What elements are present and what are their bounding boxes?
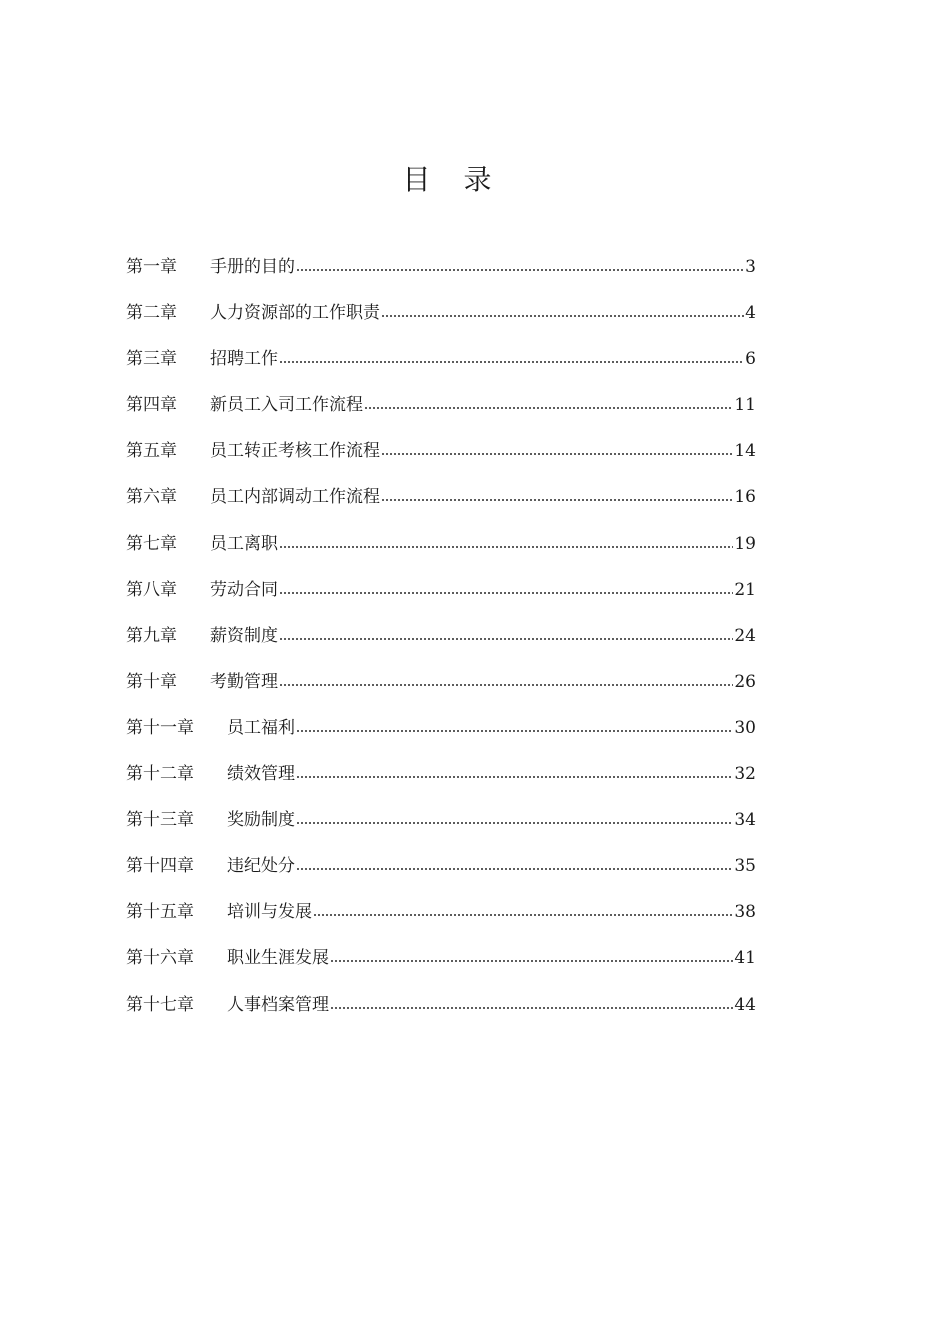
dot-leader — [296, 811, 733, 825]
page-number: 14 — [734, 441, 756, 462]
page-number: 35 — [734, 856, 756, 877]
chapter-number: 第一章 — [126, 257, 177, 277]
dot-leader — [364, 396, 733, 410]
chapter-title: 职业生涯发展 — [227, 948, 329, 969]
toc-entry[interactable] — [126, 298, 756, 344]
chapter-title: 人力资源部的工作职责 — [210, 303, 380, 324]
dot-leader — [296, 765, 733, 779]
chapter-title: 手册的目的 — [210, 257, 295, 277]
chapter-title: 员工转正考核工作流程 — [210, 441, 380, 462]
chapter-title: 人事档案管理 — [227, 994, 329, 1015]
toc-entry[interactable] — [126, 575, 756, 621]
chapter-number: 第九章 — [126, 625, 177, 646]
chapter-number: 第十六章 — [126, 948, 194, 969]
toc-entry[interactable] — [126, 482, 756, 528]
dot-leader — [381, 488, 733, 502]
chapter-title: 员工离职 — [210, 533, 278, 554]
page-number: 6 — [745, 349, 756, 370]
chapter-number: 第十七章 — [126, 994, 194, 1015]
chapter-title: 员工内部调动工作流程 — [210, 487, 380, 508]
chapter-number: 第四章 — [126, 395, 177, 416]
chapter-number: 第五章 — [126, 441, 177, 462]
chapter-title: 奖励制度 — [227, 810, 295, 831]
toc-entry[interactable] — [126, 990, 756, 1036]
toc-title: 目 录 — [402, 163, 504, 196]
dot-leader — [296, 258, 744, 272]
page-number: 21 — [734, 579, 756, 600]
page-number: 19 — [734, 533, 756, 554]
toc-entry[interactable] — [126, 436, 756, 482]
toc-entry[interactable] — [126, 252, 756, 298]
dot-leader — [381, 442, 733, 456]
page-number: 34 — [734, 810, 756, 831]
dot-leader — [313, 903, 733, 917]
chapter-number: 第十三章 — [126, 810, 194, 831]
dot-leader — [330, 996, 733, 1010]
dot-leader — [381, 304, 744, 318]
page-number: 24 — [734, 625, 756, 646]
chapter-number: 第十五章 — [126, 902, 194, 923]
chapter-number: 第十一章 — [126, 717, 194, 738]
page-number: 4 — [745, 303, 756, 324]
chapter-title: 培训与发展 — [227, 902, 312, 923]
page-number: 44 — [734, 994, 756, 1015]
chapter-title: 招聘工作 — [210, 349, 278, 370]
chapter-number: 第八章 — [126, 579, 177, 600]
page-number: 16 — [734, 487, 756, 508]
chapter-number: 第二章 — [126, 303, 177, 324]
page-number: 26 — [734, 671, 756, 692]
toc-entry[interactable] — [126, 390, 756, 436]
toc-entry[interactable] — [126, 529, 756, 575]
page-number: 32 — [734, 764, 756, 785]
chapter-number: 第十二章 — [126, 764, 194, 785]
chapter-title: 员工福利 — [227, 717, 295, 738]
chapter-title: 新员工入司工作流程 — [210, 395, 363, 416]
dot-leader — [296, 857, 733, 871]
toc-entry[interactable] — [126, 851, 756, 897]
dot-leader — [279, 673, 733, 687]
dot-leader — [279, 627, 733, 641]
page-number: 30 — [734, 717, 756, 738]
page-number: 38 — [734, 902, 756, 923]
toc-entry[interactable] — [126, 897, 756, 943]
page-number: 41 — [734, 948, 756, 969]
toc-entry[interactable] — [126, 759, 756, 805]
chapter-number: 第十章 — [126, 671, 177, 692]
toc-entry[interactable] — [126, 621, 756, 667]
chapter-title: 薪资制度 — [210, 625, 278, 646]
toc-entry[interactable] — [126, 805, 756, 851]
toc-list — [126, 252, 756, 1036]
chapter-title: 违纪处分 — [227, 856, 295, 877]
toc-entry[interactable] — [126, 344, 756, 390]
toc-entry[interactable] — [126, 667, 756, 713]
dot-leader — [330, 949, 733, 963]
chapter-number: 第七章 — [126, 533, 177, 554]
page-number: 3 — [745, 257, 756, 277]
dot-leader — [279, 350, 744, 364]
dot-leader — [279, 581, 733, 595]
toc-entry[interactable] — [126, 713, 756, 759]
page-number: 11 — [734, 395, 756, 416]
toc-entry[interactable] — [126, 943, 756, 989]
chapter-title: 劳动合同 — [210, 579, 278, 600]
chapter-number: 第十四章 — [126, 856, 194, 877]
chapter-title: 绩效管理 — [227, 764, 295, 785]
dot-leader — [279, 535, 733, 549]
chapter-title: 考勤管理 — [210, 671, 278, 692]
chapter-number: 第六章 — [126, 487, 177, 508]
chapter-number: 第三章 — [126, 349, 177, 370]
dot-leader — [296, 719, 733, 733]
